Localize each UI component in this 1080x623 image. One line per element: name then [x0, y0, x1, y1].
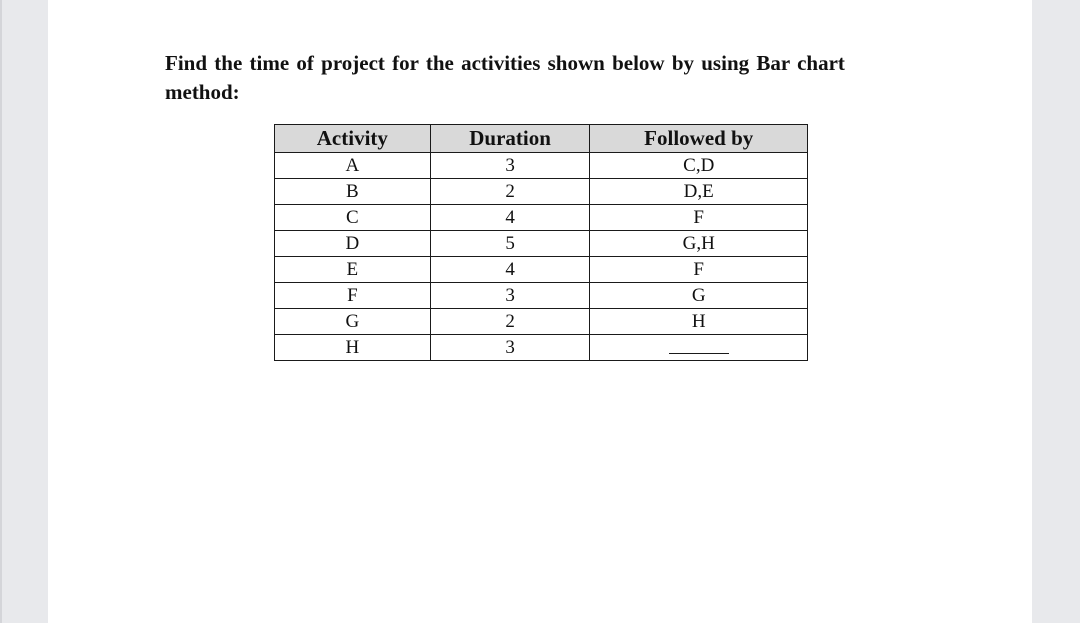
- header-followed-by: Followed by: [590, 125, 808, 153]
- cell-followed-by: G: [590, 283, 808, 309]
- no-successor-line: [669, 353, 729, 354]
- cell-duration: 4: [430, 257, 590, 283]
- cell-followed-by: C,D: [590, 153, 808, 179]
- cell-followed-by: D,E: [590, 179, 808, 205]
- cell-followed-by: F: [590, 257, 808, 283]
- cell-duration: 3: [430, 283, 590, 309]
- cell-activity: H: [275, 335, 431, 361]
- cell-followed-by: H: [590, 309, 808, 335]
- cell-activity: A: [275, 153, 431, 179]
- activity-table: [274, 124, 808, 361]
- table-row: [275, 257, 808, 283]
- table-row: [275, 231, 808, 257]
- cell-followed-by-none: [590, 335, 808, 361]
- cell-activity: D: [275, 231, 431, 257]
- document-page: [48, 0, 1032, 623]
- cell-duration: 5: [430, 231, 590, 257]
- cell-duration: 4: [430, 205, 590, 231]
- cell-activity: F: [275, 283, 431, 309]
- cell-activity: C: [275, 205, 431, 231]
- question-text: Find the time of project for the activities shown below by using Bar chart method:: [165, 51, 845, 104]
- cell-activity: G: [275, 309, 431, 335]
- cell-activity: E: [275, 257, 431, 283]
- table-row: [275, 335, 808, 361]
- cell-duration: 3: [430, 335, 590, 361]
- table-row: [275, 283, 808, 309]
- header-activity: Activity: [275, 125, 431, 153]
- viewer-left-edge: [0, 0, 2, 623]
- cell-activity: B: [275, 179, 431, 205]
- table-row: [275, 179, 808, 205]
- cell-duration: 2: [430, 309, 590, 335]
- table-row: [275, 153, 808, 179]
- cell-duration: 3: [430, 153, 590, 179]
- table-header-row: [275, 125, 808, 153]
- table-row: [275, 309, 808, 335]
- cell-followed-by: F: [590, 205, 808, 231]
- header-duration: Duration: [430, 125, 590, 153]
- cell-duration: 2: [430, 179, 590, 205]
- cell-followed-by: G,H: [590, 231, 808, 257]
- table-row: [275, 205, 808, 231]
